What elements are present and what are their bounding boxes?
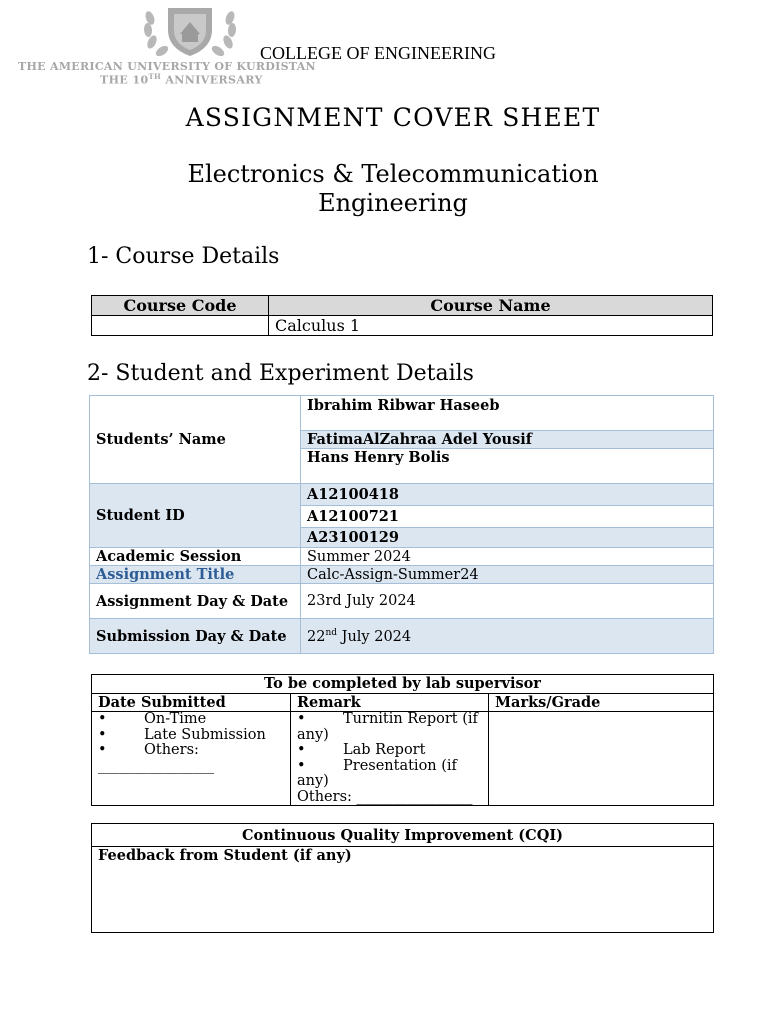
date-submitted-options xyxy=(92,712,291,806)
assignment-date-label: Assignment Day & Date xyxy=(90,584,301,619)
date-submitted-header: Date Submitted xyxy=(92,694,291,712)
supervisor-heading: To be completed by lab supervisor xyxy=(92,675,714,694)
course-code-header: Course Code xyxy=(92,296,269,316)
anniversary-text: THE 10TH ANNIVERSARY xyxy=(100,72,263,87)
student-details-heading: 2- Student and Experiment Details xyxy=(87,361,474,386)
university-logo xyxy=(140,4,240,60)
cqi-table xyxy=(91,823,714,933)
date-blank-line: ________________ xyxy=(98,757,214,774)
student-id-3: A23100129 xyxy=(301,528,714,548)
assignment-title-label: Assignment Title xyxy=(90,566,301,584)
university-name: THE AMERICAN UNIVERSITY OF KURDISTAN xyxy=(18,60,316,73)
list-item: • Others: xyxy=(98,742,199,758)
course-name-value: Calculus 1 xyxy=(269,316,713,336)
submission-date-value: 22nd July 2024 xyxy=(301,619,714,654)
marks-grade-header: Marks/Grade xyxy=(489,694,714,712)
remark-options xyxy=(291,712,489,806)
remark-others-line: Others: ________________ xyxy=(297,788,473,805)
student-name-1: Ibrahim Ribwar Haseeb xyxy=(301,396,714,431)
assignment-title-value: Calc-Assign-Summer24 xyxy=(301,566,714,584)
academic-session-value: Summer 2024 xyxy=(301,548,714,566)
list-item: • Presentation (if any) xyxy=(297,757,457,789)
marks-grade-cell xyxy=(489,712,714,806)
student-id-1: A12100418 xyxy=(301,484,714,506)
submission-date-label: Submission Day & Date xyxy=(90,619,301,654)
list-item: • Turnitin Report (if any) xyxy=(297,711,478,743)
student-name-2: FatimaAlZahraa Adel Yousif xyxy=(301,431,714,449)
list-item: • Late Submission xyxy=(98,726,266,743)
students-name-label: Students’ Name xyxy=(90,396,301,484)
course-details-table xyxy=(91,295,713,336)
supervisor-table xyxy=(91,674,714,806)
course-name-header: Course Name xyxy=(269,296,713,316)
remark-header: Remark xyxy=(291,694,489,712)
department-name: Electronics & Telecommunication Engineering xyxy=(187,160,599,217)
page-title: ASSIGNMENT COVER SHEET xyxy=(185,103,601,132)
student-details-table xyxy=(89,395,714,654)
student-name-3: Hans Henry Bolis xyxy=(301,449,714,484)
course-details-heading: 1- Course Details xyxy=(87,244,280,269)
cqi-heading: Continuous Quality Improvement (CQI) xyxy=(92,824,714,847)
course-code-value xyxy=(92,316,269,336)
assignment-date-value: 23rd July 2024 xyxy=(301,584,714,619)
feedback-label: Feedback from Student (if any) xyxy=(92,847,714,933)
academic-session-label: Academic Session xyxy=(90,548,301,566)
list-item: • On-Time xyxy=(98,711,207,727)
student-id-2: A12100721 xyxy=(301,506,714,528)
college-name: COLLEGE OF ENGINEERING xyxy=(260,43,496,63)
student-id-label: Student ID xyxy=(90,484,301,548)
list-item: • Lab Report xyxy=(297,742,426,758)
